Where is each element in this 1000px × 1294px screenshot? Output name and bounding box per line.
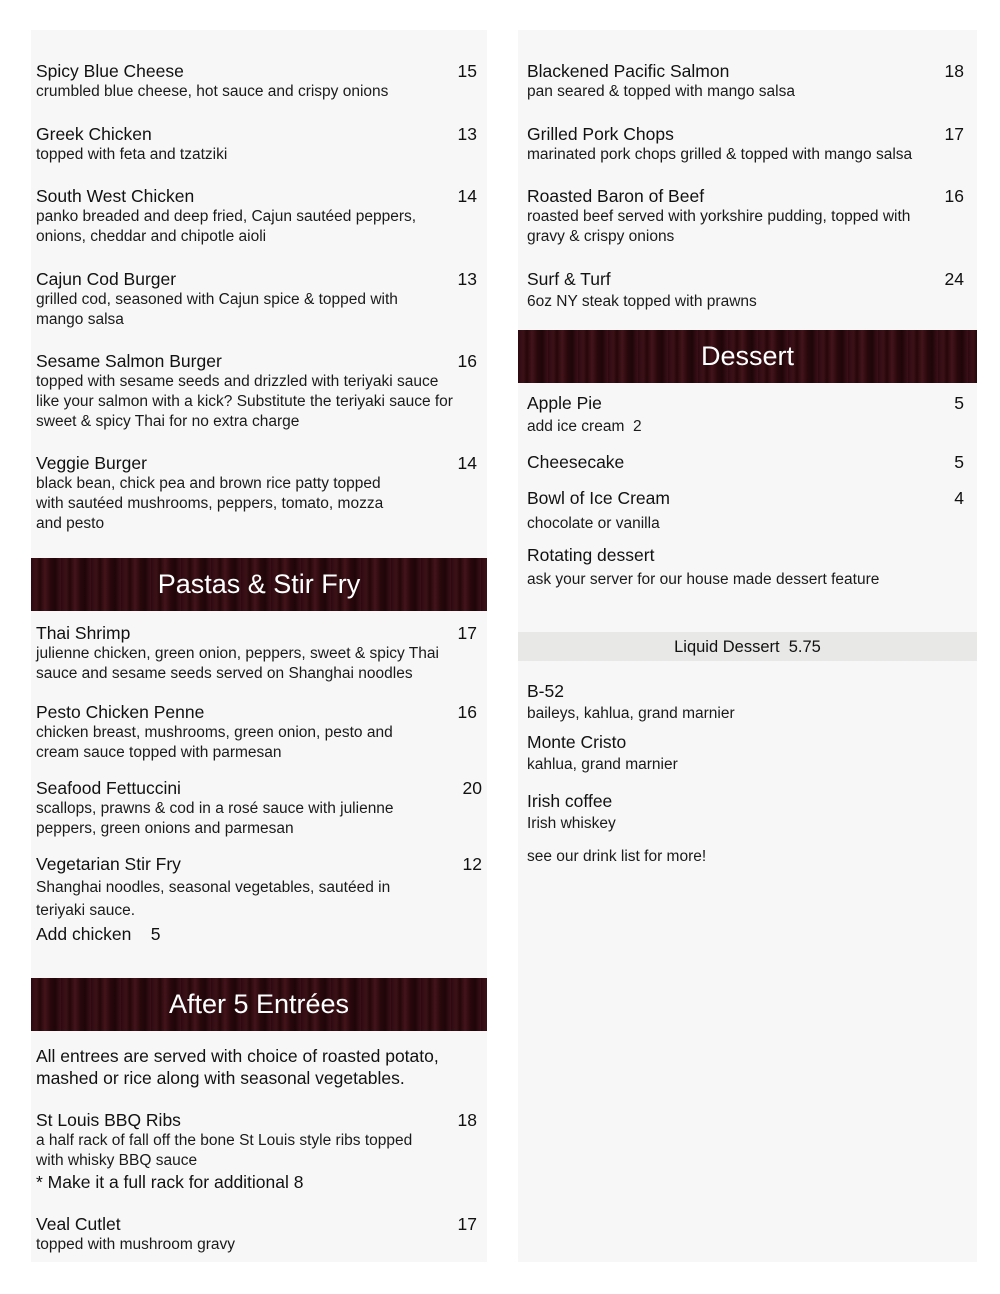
menu-item-rotating-dessert [518, 544, 977, 590]
section-heading-dessert: Dessert [518, 330, 977, 383]
item-price: 17 [457, 1214, 477, 1234]
item-description: ask your server for our house made dessert feature [527, 571, 880, 588]
item-description-line: onions, cheddar and chipotle aioli [36, 228, 267, 245]
intro-line: mashed or rice along with seasonal vegetables. [36, 1068, 405, 1088]
section-heading-entrees: After 5 Entrées [31, 978, 487, 1031]
liquid-dessert-heading [518, 632, 977, 661]
item-description: crumbled blue cheese, hot sauce and crispy onions [36, 83, 389, 100]
menu-item-grilled-pork-chops [518, 123, 977, 165]
item-description: topped with mushroom gravy [36, 1236, 236, 1253]
item-description: topped with feta and tzatziki [36, 146, 228, 163]
item-description: marinated pork chops grilled & topped with mango salsa [527, 146, 913, 163]
menu-item-irish-coffee [518, 790, 977, 834]
item-description-line: and pesto [36, 515, 105, 532]
item-name: Apple Pie [527, 393, 602, 413]
item-description: chocolate or vanilla [527, 515, 660, 532]
item-description-line: grilled cod, seasoned with Cajun spice & topped with [36, 291, 398, 308]
item-description-line: mango salsa [36, 311, 124, 328]
item-description: Irish whiskey [527, 815, 616, 832]
item-name: Vegetarian Stir Fry [36, 854, 181, 874]
left-menu-column [31, 30, 487, 1262]
item-price: 20 [462, 778, 482, 798]
item-description-line: sauce and sesame seeds served on Shanghai noodles [36, 665, 413, 682]
section-heading-pastas: Pastas & Stir Fry [31, 558, 487, 611]
item-name: B-52 [527, 681, 564, 701]
menu-item-veal-cutlet [31, 1213, 487, 1255]
footer-note: see our drink list for more! [527, 848, 707, 865]
item-description: baileys, kahlua, grand marnier [527, 705, 735, 722]
item-name: Thai Shrimp [36, 623, 131, 643]
liquid-dessert-heading-text: Liquid Dessert 5.75 [674, 638, 821, 656]
item-price: 16 [457, 702, 477, 722]
item-description-line: Shanghai noodles, seasonal vegetables, sautéed in [36, 879, 391, 896]
item-name: South West Chicken [36, 186, 195, 206]
menu-item-surf-and-turf [518, 268, 977, 312]
item-description-line: gravy & crispy onions [527, 228, 675, 245]
menu-item-veggie-burger [31, 452, 487, 534]
menu-item-south-west-chicken [31, 185, 487, 247]
menu-item-thai-shrimp [31, 622, 487, 684]
menu-item-apple-pie [518, 392, 977, 437]
item-price: 16 [944, 186, 964, 206]
item-name: Spicy Blue Cheese [36, 61, 184, 81]
item-description-line: sweet & spicy Thai for no extra charge [36, 413, 300, 430]
right-menu-column [518, 30, 977, 1262]
item-addon: * Make it a full rack for additional 8 [36, 1172, 304, 1192]
menu-item-monte-cristo [518, 731, 977, 775]
item-name: Rotating dessert [527, 545, 655, 565]
entrees-intro [31, 1045, 487, 1089]
item-name: Surf & Turf [527, 269, 611, 289]
item-price: 24 [944, 269, 964, 289]
menu-item-vegetarian-stir-fry [31, 853, 487, 945]
item-name: Blackened Pacific Salmon [527, 61, 730, 81]
item-description-line: with sautéed mushrooms, peppers, tomato, mozza [36, 495, 384, 512]
item-price: 14 [457, 453, 477, 473]
item-name: Grilled Pork Chops [527, 124, 674, 144]
drink-list-note [518, 847, 977, 867]
item-description-line: scallops, prawns & cod in a rosé sauce with julienne [36, 800, 394, 817]
menu-item-st-louis-bbq-ribs [31, 1109, 487, 1193]
item-name: Seafood Fettuccini [36, 778, 181, 798]
item-name: Veal Cutlet [36, 1214, 121, 1234]
item-price: 14 [457, 186, 477, 206]
item-price: 18 [944, 61, 964, 81]
item-price: 5 [954, 393, 964, 413]
item-description-line: roasted beef served with yorkshire pudding, topped with [527, 208, 911, 225]
item-price: 16 [457, 351, 477, 371]
item-price: 15 [457, 61, 477, 81]
menu-item-sesame-salmon-burger [31, 350, 487, 432]
item-price: 5 [954, 452, 964, 472]
intro-line: All entrees are served with choice of roasted potato, [36, 1046, 439, 1066]
item-price: 17 [457, 623, 477, 643]
menu-item-seafood-fettuccini [31, 777, 487, 839]
menu-item-spicy-blue-cheese [31, 60, 487, 102]
item-name: Cheesecake [527, 452, 625, 472]
item-description-line: like your salmon with a kick? Substitute the teriyaki sauce for [36, 393, 453, 410]
item-description: 6oz NY steak topped with prawns [527, 293, 757, 310]
menu-item-cajun-cod-burger [31, 268, 487, 330]
menu-item-roasted-baron-of-beef [518, 185, 977, 247]
item-description: kahlua, grand marnier [527, 756, 678, 773]
item-name: Bowl of Ice Cream [527, 488, 670, 508]
item-description-line: cream sauce topped with parmesan [36, 744, 282, 761]
item-name: St Louis BBQ Ribs [36, 1110, 181, 1130]
item-name: Cajun Cod Burger [36, 269, 177, 289]
item-description-line: teriyaki sauce. [36, 902, 136, 919]
item-name: Irish coffee [527, 791, 613, 811]
item-description-line: julienne chicken, green onion, peppers, sweet & spicy Thai [36, 645, 439, 662]
item-description-line: topped with sesame seeds and drizzled with teriyaki sauce [36, 373, 439, 390]
item-price: 13 [457, 269, 477, 289]
item-name: Monte Cristo [527, 732, 627, 752]
item-description-line: black bean, chick pea and brown rice patty topped [36, 475, 381, 492]
item-price: 17 [944, 124, 964, 144]
menu-item-greek-chicken [31, 123, 487, 165]
item-name: Pesto Chicken Penne [36, 702, 205, 722]
item-name: Greek Chicken [36, 124, 152, 144]
item-price: 4 [954, 488, 964, 508]
item-addon: Add chicken 5 [36, 924, 161, 944]
menu-item-b52 [518, 680, 977, 724]
item-price: 12 [462, 854, 482, 874]
item-description: add ice cream 2 [527, 418, 642, 435]
menu-item-pesto-chicken-penne [31, 701, 487, 763]
menu-item-cheesecake [518, 451, 977, 473]
menu-item-blackened-pacific-salmon [518, 60, 977, 102]
item-description-line: panko breaded and deep fried, Cajun sautéed peppers, [36, 208, 417, 225]
item-price: 13 [457, 124, 477, 144]
item-description: pan seared & topped with mango salsa [527, 83, 795, 100]
menu-item-bowl-of-ice-cream [518, 487, 977, 534]
item-description-line: chicken breast, mushrooms, green onion, pesto and [36, 724, 393, 741]
item-description-line: with whisky BBQ sauce [36, 1152, 198, 1169]
item-name: Sesame Salmon Burger [36, 351, 222, 371]
item-price: 18 [457, 1110, 477, 1130]
item-name: Veggie Burger [36, 453, 147, 473]
item-description-line: peppers, green onions and parmesan [36, 820, 294, 837]
item-name: Roasted Baron of Beef [527, 186, 705, 206]
item-description-line: a half rack of fall off the bone St Louis style ribs topped [36, 1132, 413, 1149]
